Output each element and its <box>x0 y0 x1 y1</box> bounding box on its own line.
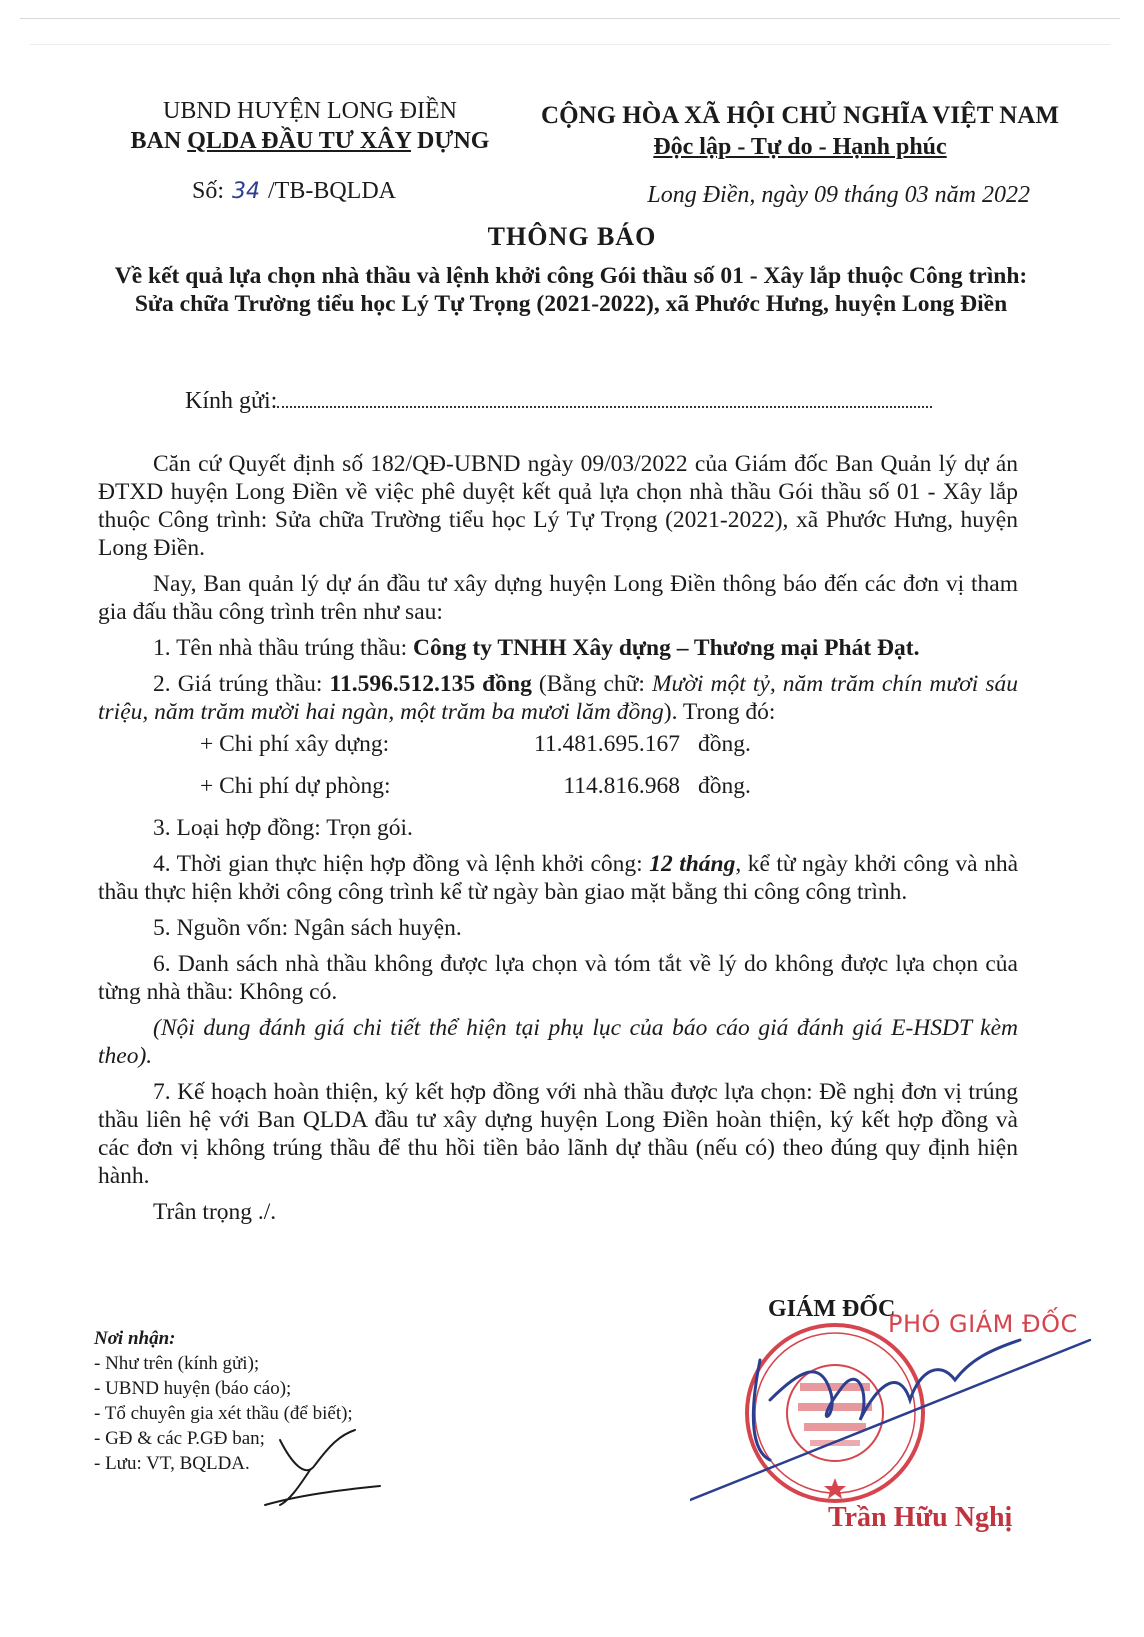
recipient-item: - Lưu: VT, BQLDA. <box>94 1453 250 1474</box>
closing: Trân trọng ./. <box>153 1199 277 1225</box>
document-number: Số: 34 /TB-BQLDA <box>192 178 397 204</box>
document-body <box>98 450 1018 1234</box>
signature-icon <box>690 1300 1110 1530</box>
recipient-item: - UBND huyện (báo cáo); <box>94 1378 292 1399</box>
national-header <box>520 100 1080 162</box>
item-contract-type: 3. Loại hợp đồng: Trọn gói. <box>153 815 413 841</box>
issuer-header <box>100 96 520 156</box>
national-name: CỘNG HÒA XÃ HỘI CHỦ NGHĨA VIỆT NAM <box>541 102 1059 129</box>
initials-icon <box>260 1420 390 1510</box>
issuer-parent: UBND HUYỆN LONG ĐIỀN <box>163 98 457 124</box>
item-funding: 5. Nguồn vốn: Ngân sách huyện. <box>153 915 462 941</box>
document-subtitle: Về kết quả lựa chọn nhà thầu và lệnh khởi công Gói thầu số 01 - Xây lắp thuộc Công trình: Sửa chữa Trường tiểu học Lý Tự Trọng (2021-2022), xã Phước Hưng, huyện Long Điền <box>114 263 1028 317</box>
addressee-line: Kính gửi: <box>185 388 932 415</box>
signatory-title: GIÁM ĐỐC <box>768 1296 896 1322</box>
scan-artifact-line <box>30 44 1110 45</box>
paragraph-basis: Căn cứ Quyết định số 182/QĐ-UBND ngày 09/03/2022 của Giám đốc Ban Quản lý dự án ĐTXD huyện Long Điền về việc phê duyệt kết quả lựa chọn nhà thầu Gói thầu số 01 - Xây lắp thuộc Công trình: Sửa chữa Trường tiểu học Lý Tự Trọng (2021-2022), xã Phước Hưng, huyện Long Điền. <box>98 451 1018 561</box>
stamped-title: PHÓ GIÁM ĐỐC <box>888 1310 1078 1338</box>
cost-row-contingency: + Chi phí dự phòng: 114.816.968 đồng. <box>200 773 751 799</box>
recipient-item: - Tổ chuyên gia xét thầu (để biết); <box>94 1403 353 1424</box>
paragraph-intro: Nay, Ban quản lý dự án đầu tư xây dựng huyện Long Điền thông báo đến các đơn vị tham gia đấu thầu công trình trên như sau: <box>98 571 1018 625</box>
signer-name: Trần Hữu Nghị <box>828 1502 1013 1533</box>
national-motto: Độc lập - Tự do - Hạnh phúc <box>653 134 947 160</box>
item-winning-price: 2. Giá trúng thầu: 11.596.512.135 đồng (Bằng chữ: Mười một tỷ, năm trăm chín mươi sáu triệu, năm trăm mười hai ngàn, một trăm ba mươi lăm đồng). Trong đó: <box>98 671 1018 725</box>
cost-row-construction: + Chi phí xây dựng: 11.481.695.167 đồng. <box>200 731 751 757</box>
document-title: THÔNG BÁO <box>487 222 657 251</box>
item-plan: 7. Kế hoạch hoàn thiện, ký kết hợp đồng với nhà thầu được lựa chọn: Đề nghị đơn vị trúng thầu liên hệ với Ban QLDA đầu tư xây dựng huyện Long Điền hoàn thiện, ký kết hợp đồng và các đơn vị không trúng thầu để thu hồi tiền bảo lãnh dự thầu (nếu có) theo đúng quy định hiện hành. <box>98 1079 1018 1189</box>
place-date-line: Long Điền, ngày 09 tháng 03 năm 2022 <box>647 182 1030 208</box>
item-winning-contractor: 1. Tên nhà thầu trúng thầu: Công ty TNHH Xây dựng – Thương mại Phát Đạt. <box>153 635 920 661</box>
recipient-item: - Như trên (kính gửi); <box>94 1353 260 1374</box>
handwritten-number: 34 <box>232 179 261 204</box>
addressee-blank <box>277 388 932 408</box>
item-duration: 4. Thời gian thực hiện hợp đồng và lệnh khởi công: 12 tháng, kể từ ngày khởi công và nhà thầu thực hiện khởi công công trình kể từ ngày bàn giao mặt bằng thi công công trình. <box>98 851 1019 905</box>
recipient-item: - GĐ & các P.GĐ ban; <box>94 1428 265 1449</box>
recipients-heading: Nơi nhận: <box>94 1328 176 1349</box>
scan-artifact-line <box>20 18 1120 19</box>
item-unselected: 6. Danh sách nhà thầu không được lựa chọn và tóm tắt về lý do không được lựa chọn của từng nhà thầu: Không có. <box>98 951 1018 1005</box>
evaluation-note: (Nội dung đánh giá chi tiết thể hiện tại phụ lục của báo cáo giá đánh giá E-HSDT kèm theo). <box>98 1015 1018 1069</box>
issuer-name: BAN QLDA ĐẦU TƯ XÂY DỰNG <box>130 128 490 154</box>
